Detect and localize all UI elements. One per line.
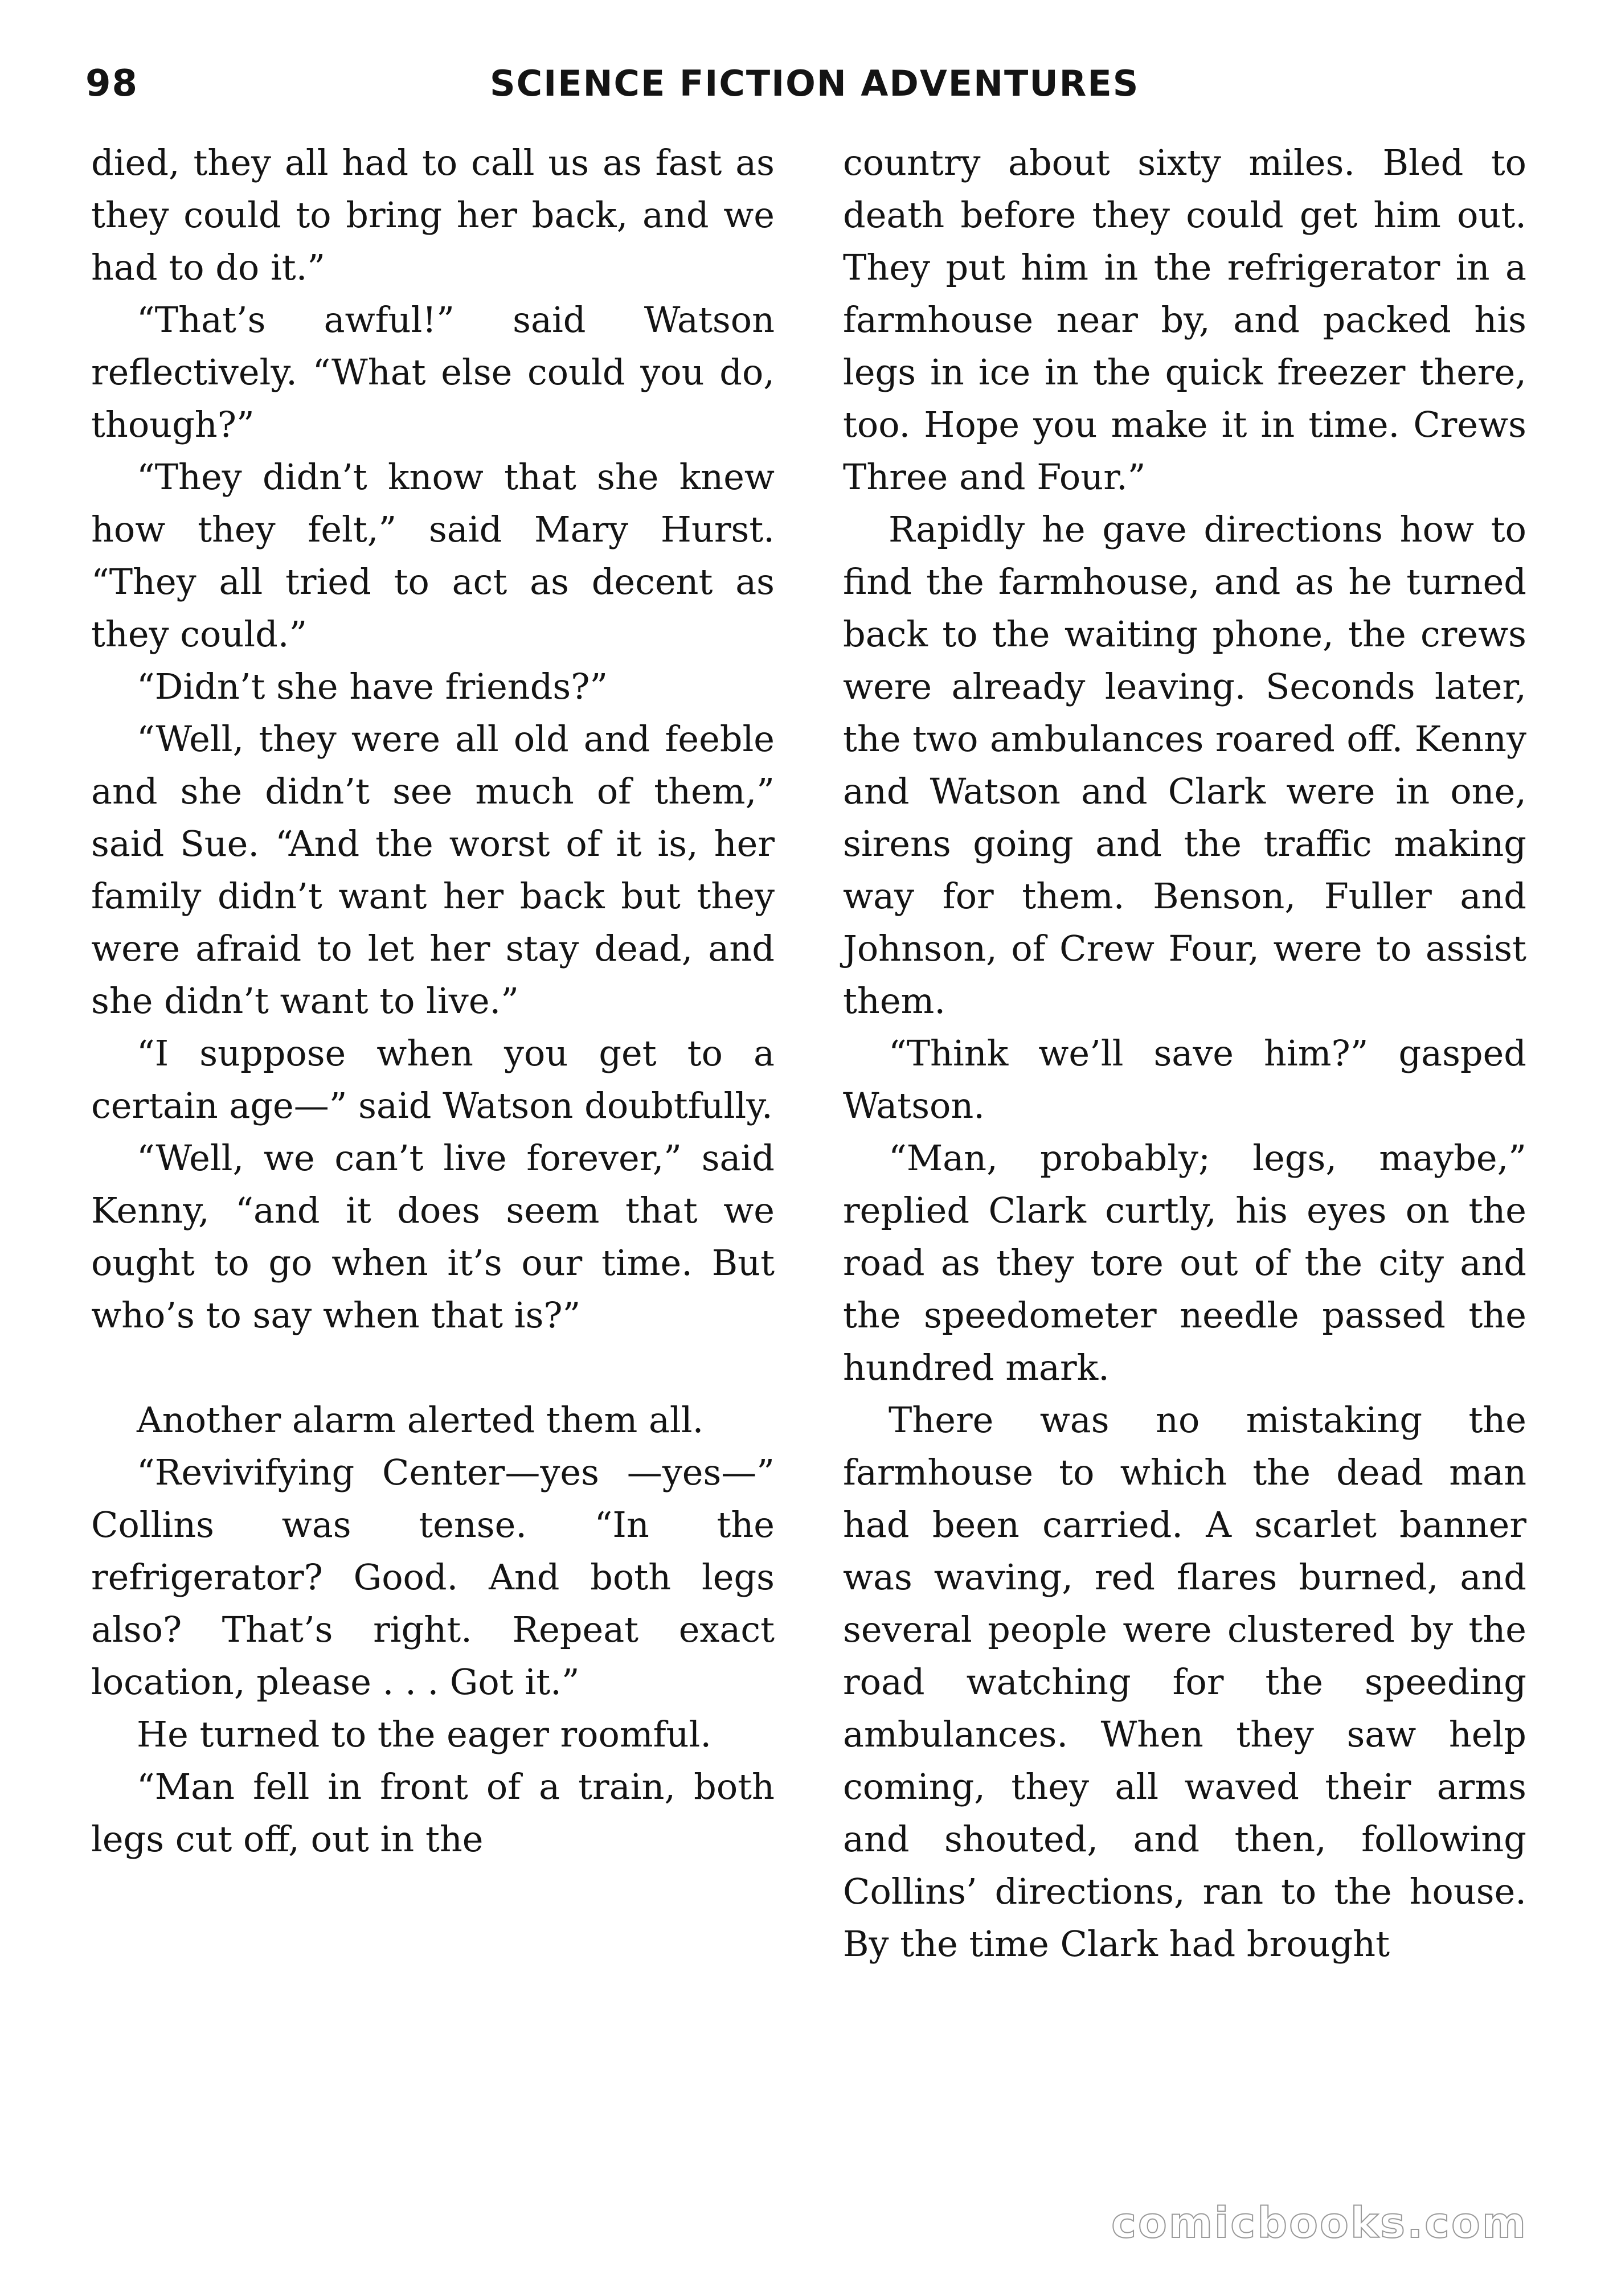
paragraph: “Well, they were all old and feeble and she didn’t see much of them,” said Sue. “And the worst of it is, her family didn’t want her back but they were afraid to let her stay dead, and she didn’t want to live.” — [91, 718, 775, 1022]
paragraph: “Well, we can’t live forever,” said Kenny, “and it does seem that we ought to go when it’s our time. But who’s to say when that is?” — [91, 1137, 775, 1336]
running-title: SCIENCE FICTION ADVENTURES — [490, 63, 1140, 104]
paragraph: country about sixty miles. Bled to death before they could get him out. They put him in the refrigerator in a farmhouse near by, and packed his legs in ice in the quick freezer there, too. Hope you make it in time. Crews Three and Four.” — [843, 142, 1526, 498]
paragraph: There was no mistaking the farmhouse to which the dead man had been carried. A scarlet banner was waving, red flares burned, and several people were clustered by the road watching for the speeding ambulances. When they saw help coming, they all waved their arms and shouted, and then, following Collins’ directions, ran to the house. By the time Clark had brought — [843, 1399, 1526, 1965]
paragraph: “That’s awful!” said Watson reflectively. “What else could you do, though?” — [91, 299, 775, 445]
right-column — [843, 137, 1526, 1970]
paragraph: Rapidly he gave directions how to find the farmhouse, and as he turned back to the waiting phone, the crews were already leaving. Seconds later, the two ambulances roared off. Kenny and Watson and Clark were in one, sirens going and the traffic making way for them. Benson, Fuller and Johnson, of Crew Four, were to assist them. — [843, 509, 1526, 1022]
watermark: comicbooks.com — [1111, 2199, 1528, 2248]
paragraph: “I suppose when you get to a certain age—” said Watson doubtfully. — [91, 1032, 775, 1126]
paragraph: died, they all had to call us as fast as they could to bring her back, and we had to do it.” — [91, 142, 775, 288]
left-column — [91, 137, 775, 1866]
paragraph: He turned to the eager roomful. — [137, 1713, 712, 1755]
paragraph: “Man fell in front of a train, both legs cut off, out in the — [91, 1766, 775, 1860]
paragraph: “Didn’t she have friends?” — [137, 666, 608, 707]
page-number: 98 — [85, 63, 139, 105]
paragraph: Another alarm alerted them all. — [137, 1399, 704, 1441]
paragraph: “Think we’ll save him?” gasped Watson. — [843, 1032, 1526, 1126]
paragraph: “Man, probably; legs, maybe,” replied Clark curtly, his eyes on the road as they tore out of the city and the speedometer needle passed the hundred mark. — [843, 1137, 1526, 1388]
paragraph: “They didn’t know that she knew how they felt,” said Mary Hurst. “They all tried to act as decent as they could.” — [91, 456, 775, 655]
page-header — [0, 57, 1613, 120]
paragraph: “Revivifying Center—yes —yes—” Collins was tense. “In the refrigerator? Good. And both legs also? That’s right. Repeat exact location, please . . . Got it.” — [91, 1452, 775, 1703]
